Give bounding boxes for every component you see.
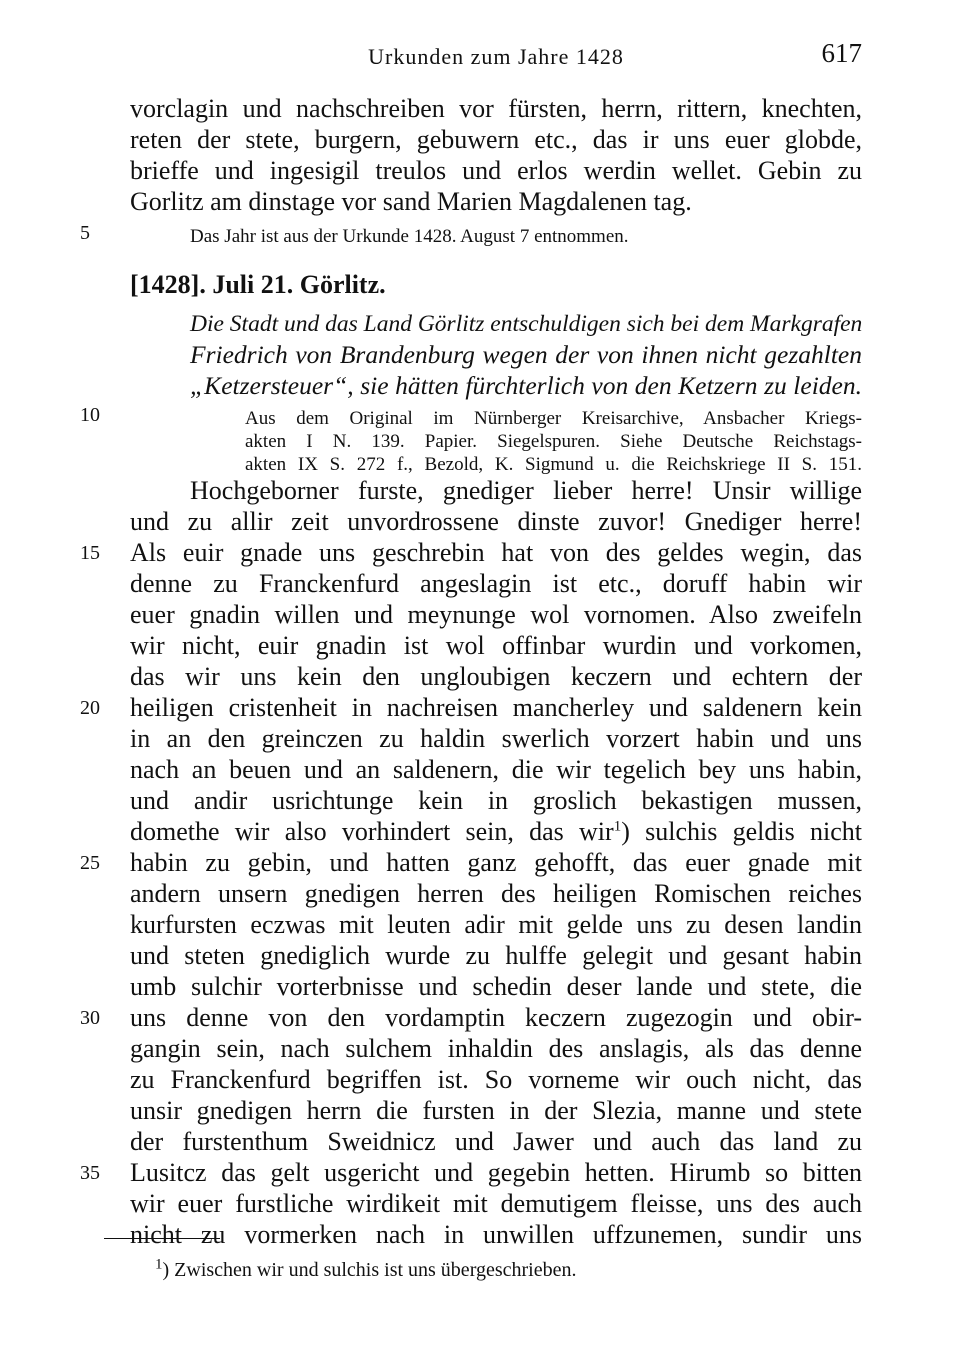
text-line: umb sulchir vorterbnisse und schedin deser lande und stete, die <box>130 972 862 1001</box>
line-number: 10 <box>80 404 100 426</box>
document-heading: [1428]. Juli 21. Görlitz. <box>130 270 386 299</box>
running-title: Urkunden zum Jahre 1428 <box>368 44 624 69</box>
line-number: 20 <box>80 697 100 719</box>
source-note-line: Aus dem Original im Nürnberger Kreisarchive, Ansbacher Kriegs- <box>245 408 862 429</box>
text-line: uns denne von den vordamptin keczern zugezogin und obir- <box>130 1003 862 1032</box>
text-line: Hochgeborner furste, gnediger lieber herre! Unsir willige <box>190 476 862 505</box>
text-line: heiligen cristenheit in nachreisen mancherley und saldenern kein <box>130 693 862 722</box>
summary-line: Friedrich von Brandenburg wegen der von ihnen nicht gezahlten <box>190 340 862 369</box>
page-header <box>130 38 862 78</box>
text-line: brieffe und ingesigil treulos und erlos werdin wellet. Gebin zu <box>130 156 862 185</box>
text-line: der furstenthum Sweidnicz und Jawer und auch das land zu <box>130 1127 862 1156</box>
text-line: zu Franckenfurd begriffen ist. So vorneme wir ouch nicht, das <box>130 1065 862 1094</box>
line-number: 30 <box>80 1007 100 1029</box>
page-number: 617 <box>821 38 862 68</box>
line-number: 15 <box>80 542 100 564</box>
footnote-text: ) Zwischen wir und sulchis ist uns übergeschrieben. <box>162 1259 577 1281</box>
footnote <box>155 1257 577 1283</box>
source-note-line: akten IX S. 272 f., Bezold, K. Sigmund u. die Reichskriege II S. 151. <box>245 454 862 475</box>
footnote-mark: 1 <box>155 1256 163 1273</box>
editorial-note: Das Jahr ist aus der Urkunde 1428. August 7 entnommen. <box>190 226 629 247</box>
text-line: unsir gnedigen herrn die fursten in der Slezia, manne und stete <box>130 1096 862 1125</box>
text-line: wir euer furstliche wirdikeit mit demutigem fleisse, uns des auch <box>130 1189 862 1218</box>
text-line: kurfursten eczwas mit leuten adir mit gelde uns zu desen landin <box>130 910 862 939</box>
text-line: reten der stete, burgern, gebuwern etc., das ir uns euer globde, <box>130 125 862 154</box>
text-segment: ) sulchis geldis nicht <box>621 817 862 846</box>
text-line: gangin sein, nach sulchem inhaldin des anslagis, als das denne <box>130 1034 862 1063</box>
text-line: Als euir gnade uns geschrebin hat von des geldes wegin, das <box>130 538 862 567</box>
text-line: Gorlitz am dinstage vor sand Marien Magdalenen tag. <box>130 187 692 216</box>
text-line-with-footnote <box>130 817 862 847</box>
summary-line: „Ketzersteuer“, sie hätten fürchterlich von den Ketzern zu leiden. <box>190 371 862 400</box>
text-line: und steten gnediglich wurde zu hulffe gelegit und gesant habin <box>130 941 862 970</box>
line-number: 35 <box>80 1162 100 1184</box>
text-line: vorclagin und nachschreiben vor fürsten, herrn, rittern, knechten, <box>130 94 862 123</box>
source-note-line: akten I N. 139. Papier. Siegelspuren. Siehe Deutsche Reichstags- <box>245 431 862 452</box>
text-line: wir nicht, euir gnadin ist wol offinbar wurdin und vorkomen, <box>130 631 862 660</box>
text-line: andern unsern gnedigen herren des heiligen Romischen reiches <box>130 879 862 908</box>
text-line: und andir usrichtunge kein in groslich bekastigen mussen, <box>130 786 862 815</box>
text-line: in an den greinczen zu haldin swerlich vorzert habin und uns <box>130 724 862 753</box>
footnote-ref: 1 <box>613 818 622 835</box>
footnote-rule <box>104 1238 220 1239</box>
text-line: euer gnadin willen und meynunge wol vornomen. Also zweifeln <box>130 600 862 629</box>
line-number: 5 <box>80 222 90 244</box>
text-line: Lusitcz das gelt usgericht und gegebin hetten. Hirumb so bitten <box>130 1158 862 1187</box>
text-line: nicht zu vormerken nach in unwillen uffzunemen, sundir uns <box>130 1220 862 1249</box>
summary-line: Die Stadt und das Land Görlitz entschuldigen sich bei dem Markgrafen <box>190 311 863 337</box>
text-segment: domethe wir also vorhindert sein, das wir <box>130 817 614 846</box>
line-number: 25 <box>80 852 100 874</box>
text-line: denne zu Franckenfurd angeslagin ist etc., doruff habin wir <box>130 569 862 598</box>
text-line: nach an beuen und an saldenern, die wir tegelich bey uns habin, <box>130 755 862 784</box>
text-line: und zu allir zeit unvordrossene dinste zuvor! Gnediger herre! <box>130 507 862 536</box>
text-line: habin zu gebin, und hatten ganz gehofft, das euer gnade mit <box>130 848 862 877</box>
text-line: das wir uns kein den ungloubigen keczern und echtern der <box>130 662 862 691</box>
